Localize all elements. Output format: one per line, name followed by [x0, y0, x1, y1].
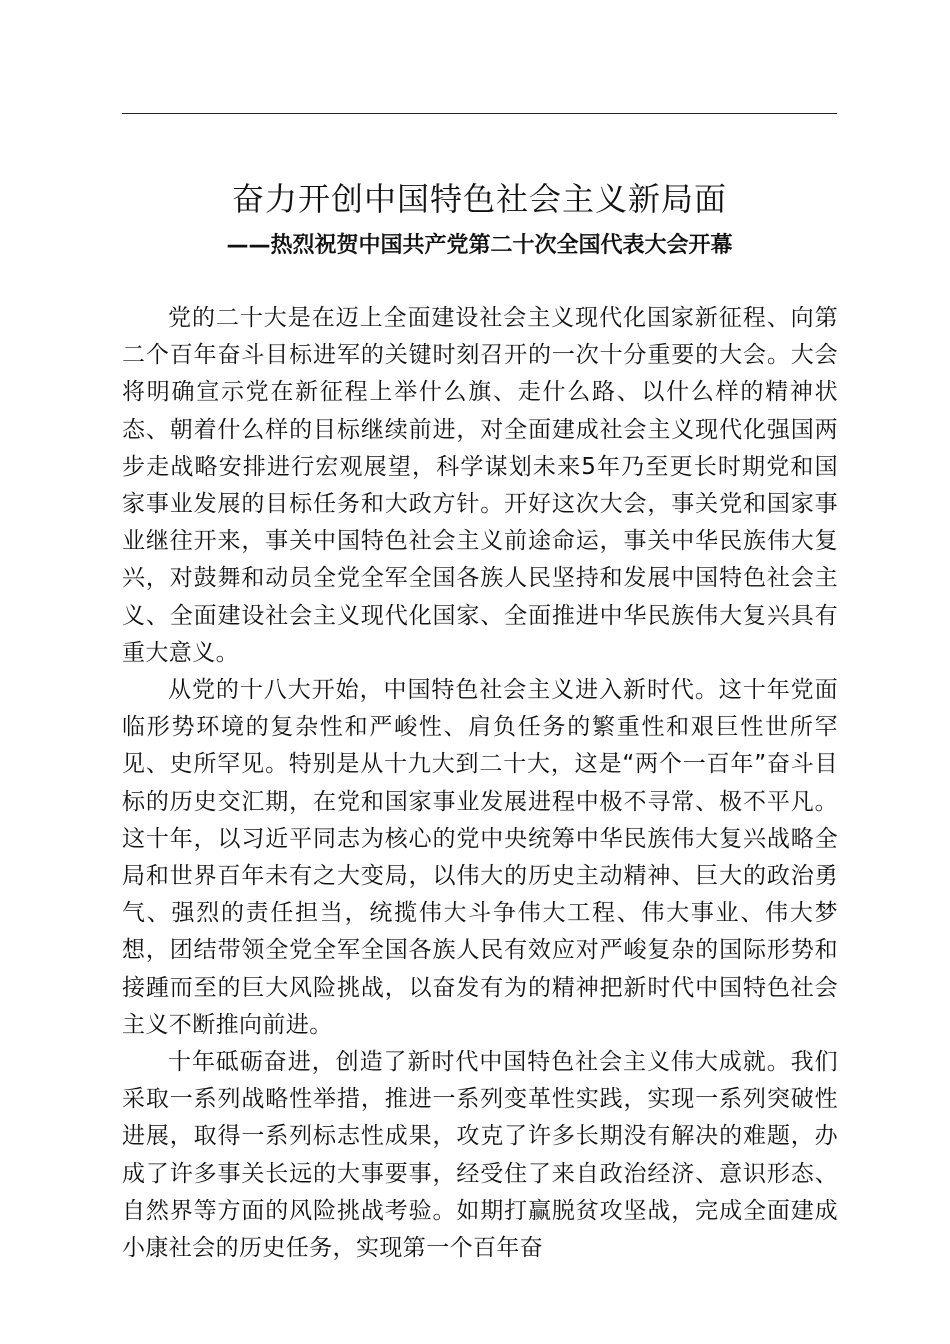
document-title: 奋力开创中国特色社会主义新局面: [231, 180, 727, 218]
document-body: [122, 300, 838, 1267]
header-rule: [122, 113, 837, 114]
paragraph-1: 党的二十大是在迈上全面建设社会主义现代化国家新征程、向第二个百年奋斗目标进军的关键时刻召开的一次十分重要的大会。大会将明确宣示党在新征程上举什么旗、走什么路、以什么样的精神状态、朝着什么样的目标继续前进，对全面建成社会主义现代化强国两步走战略安排进行宏观展望，科学谋划未来5年乃至更长时期党和国家事业发展的目标任务和大政方针。开好这次大会，事关党和国家事业继往开来，事关中国特色社会主义前途命运，事关中华民族伟大复兴，对鼓舞和动员全党全军全国各族人民坚持和发展中国特色社会主义、全面建设社会主义现代化国家、全面推进中华民族伟大复兴具有重大意义。: [122, 305, 838, 666]
paragraph-2: 从党的十八大开始，中国特色社会主义进入新时代。这十年党面临形势环境的复杂性和严峻性、肩负任务的繁重性和艰巨性世所罕见、史所罕见。特别是从十九大到二十大，这是“两个一百年”奋斗目标的历史交汇期，在党和国家事业发展进程中极不寻常、极不平凡。这十年，以习近平同志为核心的党中央统筹中华民族伟大复兴战略全局和世界百年未有之大变局，以伟大的历史主动精神、巨大的政治勇气、强烈的责任担当，统揽伟大斗争伟大工程、伟大事业、伟大梦想，团结带领全党全军全国各族人民有效应对严峻复杂的国际形势和接踵而至的巨大风险挑战，以奋发有为的精神把新时代中国特色社会主义不断推向前进。: [122, 677, 838, 1038]
document-subtitle: ——热烈祝贺中国共产党第二十次全国代表大会开幕: [226, 233, 733, 258]
paragraph-3: 十年砥砺奋进，创造了新时代中国特色社会主义伟大成就。我们采取一系列战略性举措，推进一系列变革性实践，实现一系列突破性进展，取得一系列标志性成果，攻克了许多长期没有解决的难题，办成了许多事关长远的大事要事，经受住了来自政治经济、意识形态、自然界等方面的风险挑战考验。如期打赢脱贫攻坚战，完成全面建成小康社会的历史任务，实现第一个百年奋: [122, 1049, 838, 1262]
